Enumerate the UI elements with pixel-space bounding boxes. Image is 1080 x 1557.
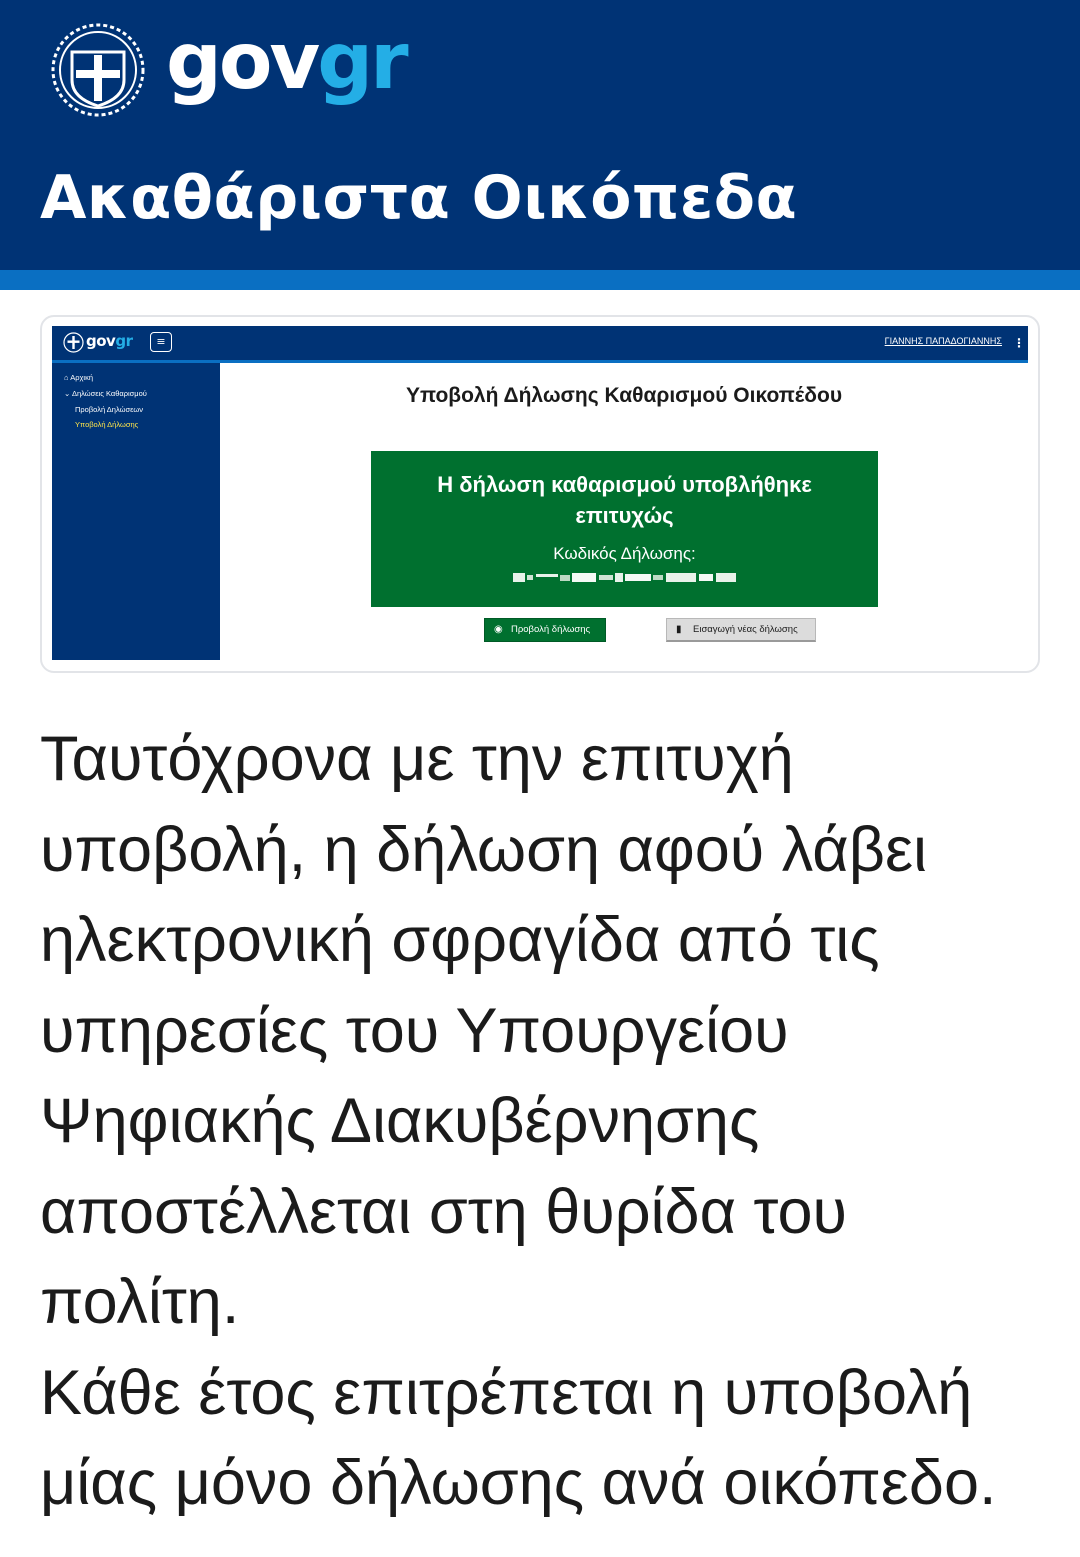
sidebar-item-declarations[interactable] xyxy=(64,389,147,399)
header-stripe xyxy=(0,270,1080,290)
home-icon: ⌂ xyxy=(64,373,69,382)
paragraph-line: Ταυτόχρονα με την επιτυχή xyxy=(40,724,794,794)
new-declaration-button[interactable] xyxy=(666,618,816,642)
mini-govgr-logo[interactable] xyxy=(86,329,132,353)
document-icon: ▮ xyxy=(676,624,682,635)
redacted-declaration-code xyxy=(513,571,736,584)
chevron-down-icon: ⌄ xyxy=(64,389,71,398)
app-screenshot xyxy=(52,326,1028,660)
page-title: Ακαθάριστα Οικόπεδα xyxy=(40,163,798,233)
sidebar-item-view-declarations[interactable]: Προβολή Δηλώσεων xyxy=(75,405,144,414)
mini-logo-gov-text: gov xyxy=(86,332,116,350)
paragraph-line: Κάθε έτος επιτρέπεται η υποβολή xyxy=(40,1357,973,1428)
paragraph-line: πολίτη. xyxy=(40,1267,240,1337)
view-declaration-button[interactable] xyxy=(484,618,606,642)
hellenic-republic-emblem-icon xyxy=(50,22,146,118)
logo-gr-text: gr xyxy=(317,17,406,107)
new-declaration-label: Εισαγωγή νέας δήλωσης xyxy=(693,624,798,635)
more-options-icon[interactable]: ⋮ xyxy=(1013,336,1025,350)
eye-icon: ◉ xyxy=(494,624,503,635)
declaration-code-label: Κωδικός Δήλωσης: xyxy=(553,544,696,563)
success-message: Η δήλωση καθαρισμού υποβλήθηκε επιτυχώς xyxy=(437,472,812,528)
mini-emblem-icon xyxy=(63,332,84,353)
page-header xyxy=(0,0,1080,270)
sidebar-item-submit-declaration[interactable]: Υποβολή Δήλωσης xyxy=(75,420,139,429)
hamburger-menu-button[interactable] xyxy=(150,332,172,352)
paragraph-line: μίας μόνο δήλωσης ανά οικόπεδο. xyxy=(40,1448,997,1518)
success-alert xyxy=(371,451,878,607)
app-sidebar xyxy=(52,363,220,660)
description-paragraph xyxy=(40,714,1050,1529)
app-topbar xyxy=(52,326,1028,363)
user-name-link[interactable]: ΓΙΑΝΝΗΣ ΠΑΠΑΔΟΓΙΑΝΝΗΣ xyxy=(884,336,1002,346)
sidebar-item-declarations-label: Δηλώσεις Καθαρισμού xyxy=(71,389,147,398)
view-declaration-label: Προβολή δήλωσης xyxy=(511,624,591,635)
logo-gov-text: gov xyxy=(166,17,318,107)
declaration-page-heading: Υποβολή Δήλωσης Καθαρισμού Οικοπέδου xyxy=(405,384,843,407)
paragraph-line: Ψηφιακής Διακυβέρνησης xyxy=(40,1086,760,1156)
paragraph-line: αποστέλλεται στη θυρίδα του xyxy=(40,1176,848,1247)
app-main-content xyxy=(220,363,1028,660)
mini-logo-gr-text: gr xyxy=(115,332,133,350)
paragraph-line: υποβολή, η δήλωση αφού λάβει xyxy=(40,814,928,885)
paragraph-line: υπηρεσίες του Υπουργείου xyxy=(40,995,789,1066)
paragraph-line: ηλεκτρονική σφραγίδα από τις xyxy=(40,905,880,975)
sidebar-item-home-label: Αρχική xyxy=(70,373,93,382)
hamburger-icon: ≡ xyxy=(156,335,166,348)
govgr-logo[interactable] xyxy=(166,12,406,112)
sidebar-item-home[interactable] xyxy=(64,373,93,383)
